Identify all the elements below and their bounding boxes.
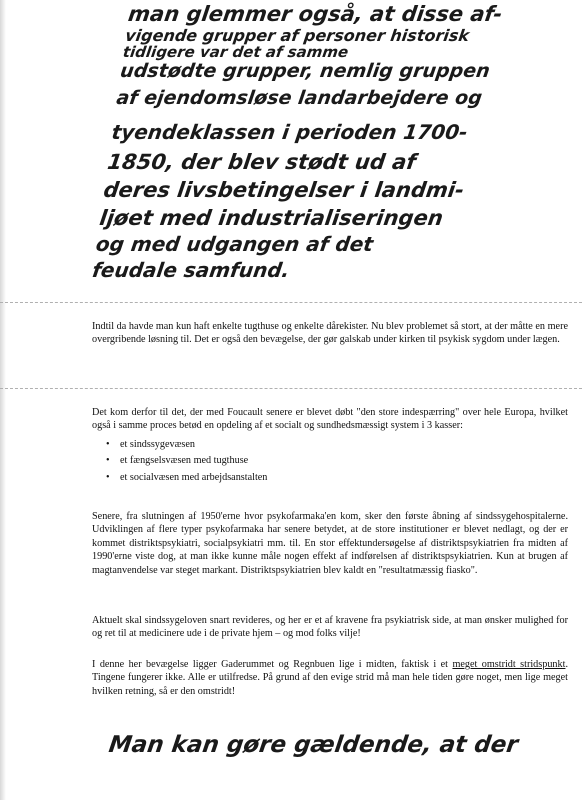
paragraph-text: Det kom derfor til det, der med Foucault senere er blevet døbt "den store indespærring" over hele Europa, hvilket også i samme proces betød en opdeling af et socialt og sundhedsmæssigt system i 3 kasser: [92,407,568,432]
handwritten-line: Man kan gøre gældende, at der [107,732,520,758]
paragraph-text-start: I denne her bevægelse ligger Gaderummet og Regnbuen lige i midten, faktisk i et [92,659,453,670]
handwritten-line: og med udgangen af det [94,232,375,256]
handwritten-line: man glemmer også, at disse af- [126,2,504,26]
handwritten-line: tidligere var det af samme [121,43,350,61]
list-item: • et socialvæsen med arbejdsanstalten [106,471,568,484]
list-item: • et fængselsvæsen med tugthuse [106,454,568,467]
paragraph-text-end: . Tingene fungerer ikke. Alle er utilfredse. På grund af den evige strid må man hele tiden gøre noget, men lige meget hvilken retning, så er den omstridt! [92,659,568,697]
handwritten-line: vigende grupper af personer historisk [124,26,471,45]
paragraph-gaderummet [92,658,568,698]
paragraph-text [92,658,568,698]
divider [0,302,582,303]
handwritten-note-bottom [105,732,571,772]
handwritten-line: 1850, der blev stødt ud af [105,150,418,174]
handwritten-note-top [90,0,582,290]
paragraph-psykofarmaka [92,510,568,577]
paragraph-indespaerring [92,406,568,487]
scan-edge-shadow [0,0,6,800]
underlined-phrase: meget omstridt stridspunkt [452,659,566,670]
handwritten-line: deres livsbetingelser i landmi- [101,178,466,202]
handwritten-line: udstødte grupper, nemlig gruppen [118,60,492,82]
bullet-list [106,438,568,484]
paragraph-intro [92,320,568,347]
divider [0,388,582,389]
paragraph-text: Senere, fra slutningen af 1950'erne hvor psykofarmaka'en kom, sker den første åbning af sindssygehospitalerne. Udviklingen af flere typer psykofarmaka har senere betydet, at de store institutioner er blevet nedlagt, og der er kommet distriktspsykiatri, socialpsykiatri mm. til. En stor effektundersøgelse af distriktspsykiatrien fra midten af 1990'erne viste dog, at man ikke kunne måle nogen effekt af indførelsen af distriktspsykiatrien. Kun at brugen af magtanvendelse var steget markant. Distriktspsykiatrien blev kaldt en "resultatmæssig fiasko". [92,511,568,576]
handwritten-line: tyendeklassen i perioden 1700- [110,120,470,144]
handwritten-line: af ejendomsløse landarbejdere og [115,87,484,109]
handwritten-line: feudale samfund. [90,258,292,282]
paragraph-text: Aktuelt skal sindssygeloven snart revideres, og her er et af kravene fra psykiatrisk side, at man ønsker mulighed for og ret til at medicinere ude i de private hjem – og mod folks vilje! [92,615,568,640]
handwritten-line: ljøet med industrialiseringen [98,206,445,230]
paragraph-sindssygeloven [92,614,568,641]
paragraph-text: Indtil da havde man kun haft enkelte tugthuse og enkelte dårekister. Nu blev problemet så stort, at der måtte en mere overgribende løsning til. Det er også den bevægelse, der gør galskab under kirken til psykisk sygdom under lægen. [92,321,568,346]
list-item: • et sindssygevæsen [106,438,568,451]
